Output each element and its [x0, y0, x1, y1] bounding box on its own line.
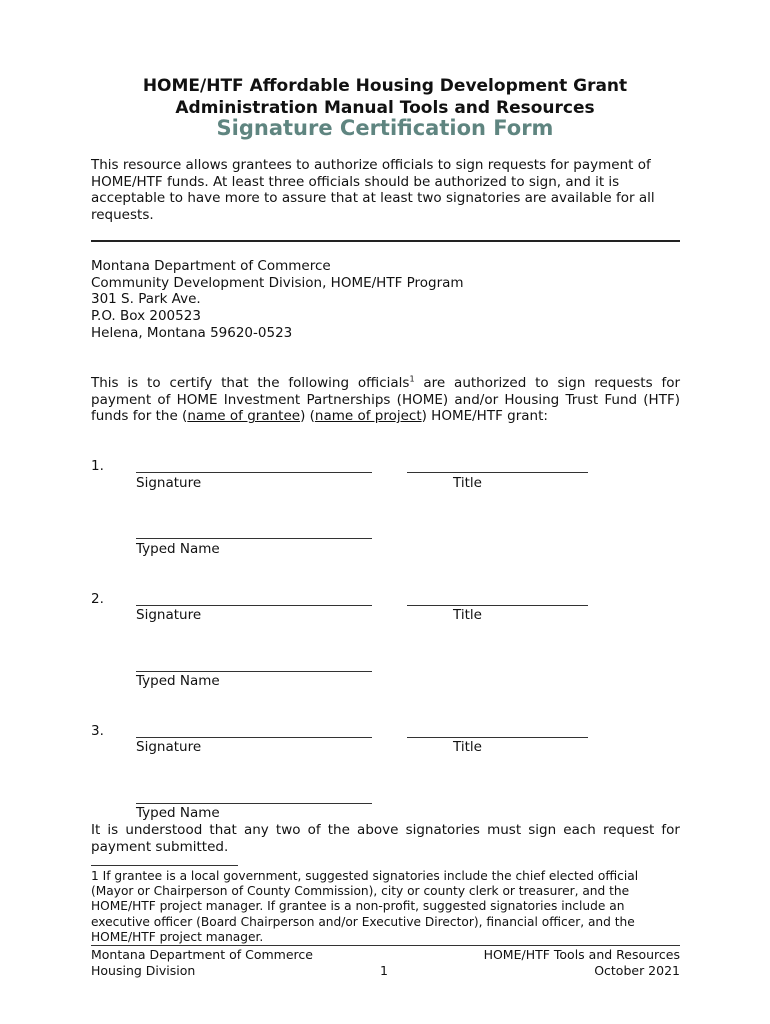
certify-text-2: are authorized to sign requests for payment of HOME Investment Partnerships (HOME) and/or Housing Trust Fund (HTF) funds for the ( — [91, 375, 681, 425]
form-title: Signature Certification Form — [216, 116, 554, 140]
signature-line[interactable] — [136, 472, 372, 473]
address-line-5: Helena, Montana 59620-0523 — [91, 324, 293, 341]
title-label: Title — [453, 475, 482, 491]
typed-name-line[interactable] — [136, 538, 372, 539]
signature-label: Signature — [136, 475, 202, 491]
title-label: Title — [453, 739, 482, 755]
footnote-separator — [91, 865, 238, 866]
title-label: Title — [453, 607, 482, 623]
footer-right — [484, 947, 680, 979]
certify-text-3: ) ( — [300, 408, 315, 425]
grantee-name-field[interactable]: name of grantee — [187, 408, 301, 425]
address-line-2: Community Development Division, HOME/HTF Program — [91, 274, 464, 291]
page-number: 1 — [380, 963, 388, 978]
title-line-2: Administration Manual Tools and Resources — [175, 98, 595, 118]
signatory-number: 3. — [91, 723, 104, 739]
footer-division: Housing Division — [91, 963, 196, 978]
signature-line[interactable] — [136, 605, 372, 606]
footer-org: Montana Department of Commerce — [91, 947, 313, 962]
typed-name-label: Typed Name — [136, 805, 220, 821]
typed-name-label: Typed Name — [136, 673, 220, 689]
signature-line[interactable] — [136, 737, 372, 738]
signature-label: Signature — [136, 739, 202, 755]
section-divider — [91, 240, 680, 242]
typed-name-line[interactable] — [136, 803, 372, 804]
title-line[interactable] — [407, 472, 588, 473]
signature-label: Signature — [136, 607, 202, 623]
address-line-3: 301 S. Park Ave. — [91, 291, 201, 308]
project-name-field[interactable]: name of project — [314, 408, 422, 425]
certify-text-1: This is to certify that the following officials — [91, 375, 410, 391]
footer-doc-title: HOME/HTF Tools and Resources — [483, 947, 680, 962]
address-line-1: Montana Department of Commerce — [91, 258, 331, 274]
title-line-1: HOME/HTF Affordable Housing Development Grant — [142, 76, 628, 96]
footer-divider — [91, 945, 680, 946]
certification-statement — [91, 375, 680, 425]
address-line-4: P.O. Box 200523 — [91, 308, 201, 325]
certify-text-4: ) HOME/HTF grant: — [421, 408, 548, 425]
typed-name-line[interactable] — [136, 671, 372, 672]
address-block — [91, 258, 651, 342]
signatory-number: 1. — [91, 458, 104, 474]
closing-statement: It is understood that any two of the above signatories must sign each request for payment submitted. — [91, 822, 680, 855]
footer-left — [91, 947, 313, 979]
typed-name-label: Typed Name — [136, 541, 220, 557]
intro-paragraph: This resource allows grantees to authorize officials to sign requests for payment of HOME/HTF funds. At least three officials should be authorized to sign, and it is acceptable to have more to assure that at least two signatories are available for all requests. — [91, 157, 655, 224]
footnote-reference: 1 — [409, 374, 415, 384]
signatory-number: 2. — [91, 591, 104, 607]
title-line[interactable] — [407, 605, 588, 606]
footer-date: October 2021 — [594, 963, 680, 978]
footnote-text: 1 If grantee is a local government, suggested signatories include the chief elected official (Mayor or Chairperson of County Commission), city or county clerk or treasurer, and the HOME/HTF project manager. If grantee is a non-profit, suggested signatories include an executive officer (Board Chairperson and/or Executive Director), financial officer, and the HOME/HTF project manager. — [91, 869, 639, 944]
title-line[interactable] — [407, 737, 588, 738]
